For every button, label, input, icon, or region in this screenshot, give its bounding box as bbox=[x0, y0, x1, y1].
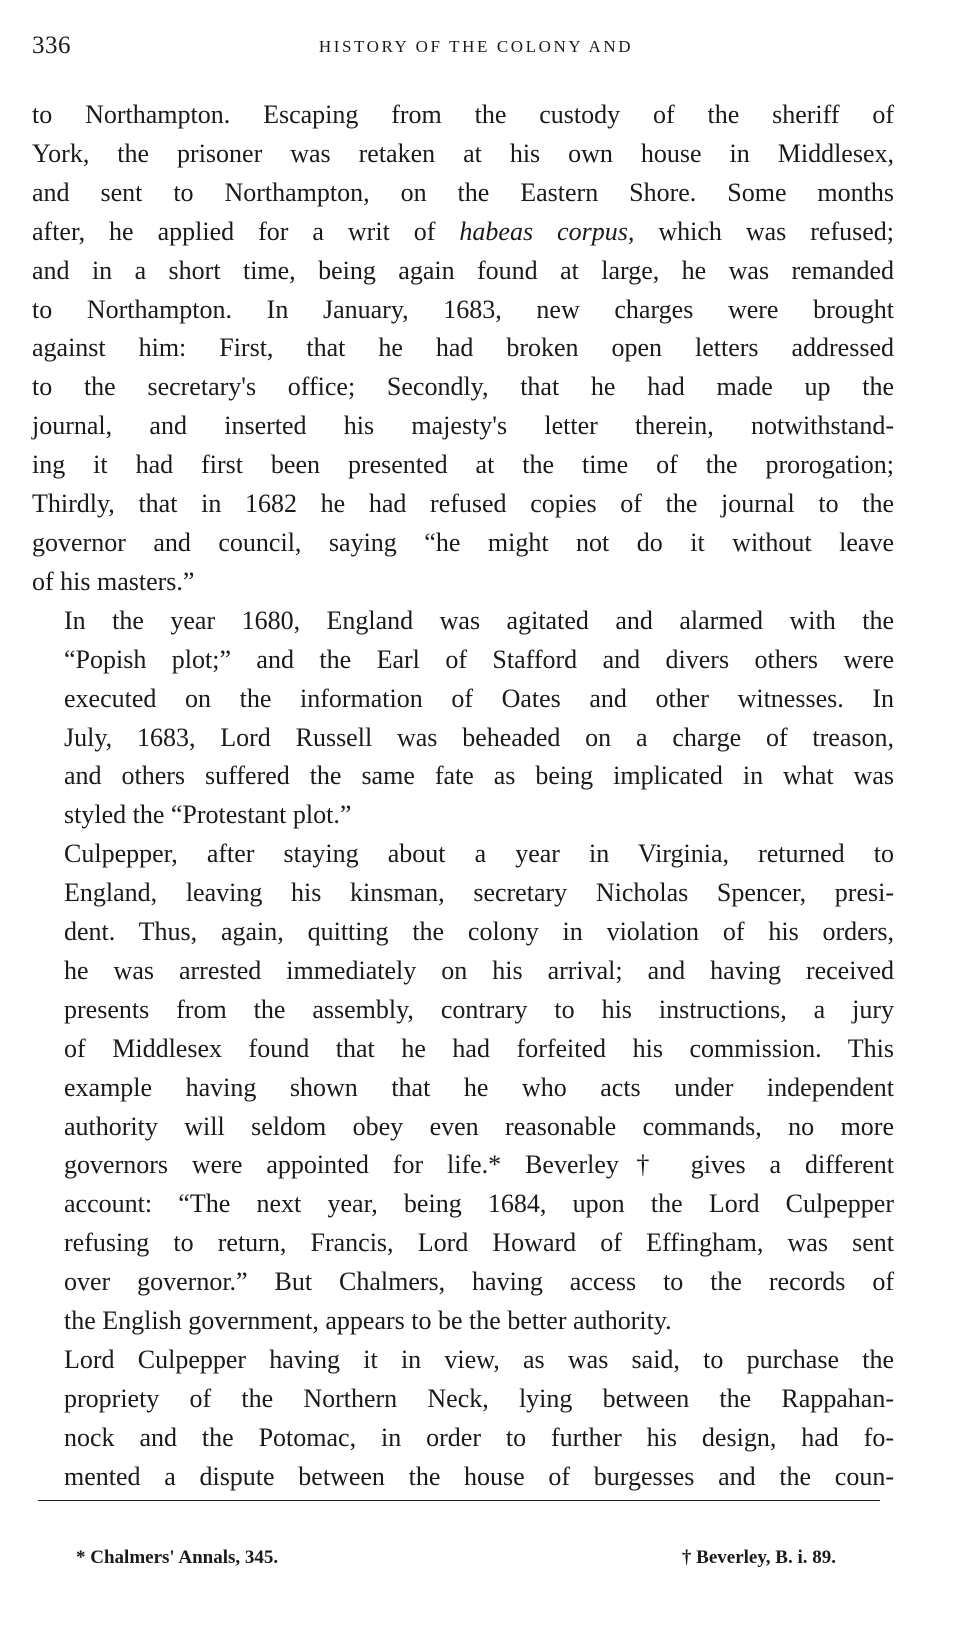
text-line bbox=[32, 213, 894, 252]
footnote-chalmers: * Chalmers' Annals, 345. bbox=[76, 1547, 279, 1568]
text-line: and in a short time, being again found at large, he was remanded bbox=[32, 255, 894, 285]
italic-term: habeas corpus, bbox=[459, 216, 635, 246]
text-segment: after, he applied for a writ of bbox=[32, 216, 460, 246]
page-header bbox=[32, 30, 892, 66]
text-line: Lord Culpepper having it in view, as was said, to purchase the bbox=[64, 1345, 894, 1374]
text-line: he was arrested immediately on his arrival; and having received bbox=[64, 955, 894, 985]
paragraph-1 bbox=[32, 96, 894, 602]
text-line: July, 1683, Lord Russell was beheaded on a charge of treason, bbox=[64, 722, 894, 752]
text-line: England, leaving his kinsman, secretary Nicholas Spencer, presi- bbox=[64, 878, 894, 908]
text-line: mented a dispute between the house of burgesses and the coun- bbox=[64, 1461, 894, 1491]
text-line: ing it had first been presented at the time of the prorogation; bbox=[32, 450, 894, 480]
text-line: account: “The next year, being 1684, upon the Lord Culpepper bbox=[64, 1189, 894, 1219]
text-line: journal, and inserted his majesty's letter therein, notwithstand- bbox=[32, 411, 894, 441]
text-line: York, the prisoner was retaken at his own house in Middlesex, bbox=[32, 138, 894, 168]
text-line: governors were appointed for life.* Beverley† gives a different bbox=[64, 1150, 894, 1180]
text-line: executed on the information of Oates and other witnesses. In bbox=[64, 683, 894, 713]
running-head: HISTORY OF THE COLONY AND bbox=[318, 37, 634, 56]
text-line: against him: First, that he had broken open letters addressed bbox=[32, 333, 894, 363]
text-line: to Northampton. In January, 1683, new charges were brought bbox=[32, 294, 894, 324]
text-line: to Northampton. Escaping from the custody of the sheriff of bbox=[32, 100, 894, 129]
text-segment: which was refused; bbox=[634, 216, 895, 246]
text-line: to the secretary's office; Secondly, that he had made up the bbox=[32, 372, 894, 402]
text-line: propriety of the Northern Neck, lying between the Rappahan- bbox=[64, 1383, 894, 1413]
footnotes bbox=[76, 1547, 836, 1577]
text-line: governor and council, saying “he might not do it without leave bbox=[32, 527, 894, 557]
text-line: refusing to return, Francis, Lord Howard of Effingham, was sent bbox=[64, 1228, 894, 1258]
text-line: over governor.” But Chalmers, having access to the records of bbox=[64, 1267, 894, 1297]
text-line: styled the “Protestant plot.” bbox=[64, 800, 352, 830]
text-line: example having shown that he who acts under independent bbox=[64, 1072, 894, 1102]
paragraph-2 bbox=[32, 602, 894, 835]
text-line: and others suffered the same fate as being implicated in what was bbox=[64, 761, 894, 791]
text-line: Thirdly, that in 1682 he had refused copies of the journal to the bbox=[32, 489, 894, 519]
text-line: of his masters.” bbox=[32, 566, 195, 596]
paragraph-4 bbox=[32, 1341, 894, 1497]
body-text bbox=[32, 96, 894, 1497]
text-line: Culpepper, after staying about a year in Virginia, returned to bbox=[64, 839, 894, 869]
footnote-beverley: † Beverley, B. i. 89. bbox=[681, 1547, 836, 1568]
text-line: authority will seldom obey even reasonable commands, no more bbox=[64, 1111, 894, 1141]
text-line: dent. Thus, again, quitting the colony in violation of his orders, bbox=[64, 917, 894, 947]
text-line: presents from the assembly, contrary to his instructions, a jury bbox=[64, 994, 894, 1024]
text-line: nock and the Potomac, in order to further his design, had fo- bbox=[64, 1422, 894, 1452]
text-line: “Popish plot;” and the Earl of Stafford and divers others were bbox=[64, 644, 894, 674]
text-line: In the year 1680, England was agitated and alarmed with the bbox=[64, 605, 894, 635]
text-line: of Middlesex found that he had forfeited his commission. This bbox=[64, 1033, 894, 1063]
page-number: 336 bbox=[32, 32, 71, 59]
text-line: and sent to Northampton, on the Eastern Shore. Some months bbox=[32, 177, 894, 207]
text-line: the English government, appears to be the better authority. bbox=[64, 1306, 672, 1336]
footnote-rule bbox=[38, 1500, 880, 1501]
paragraph-3 bbox=[32, 835, 894, 1341]
